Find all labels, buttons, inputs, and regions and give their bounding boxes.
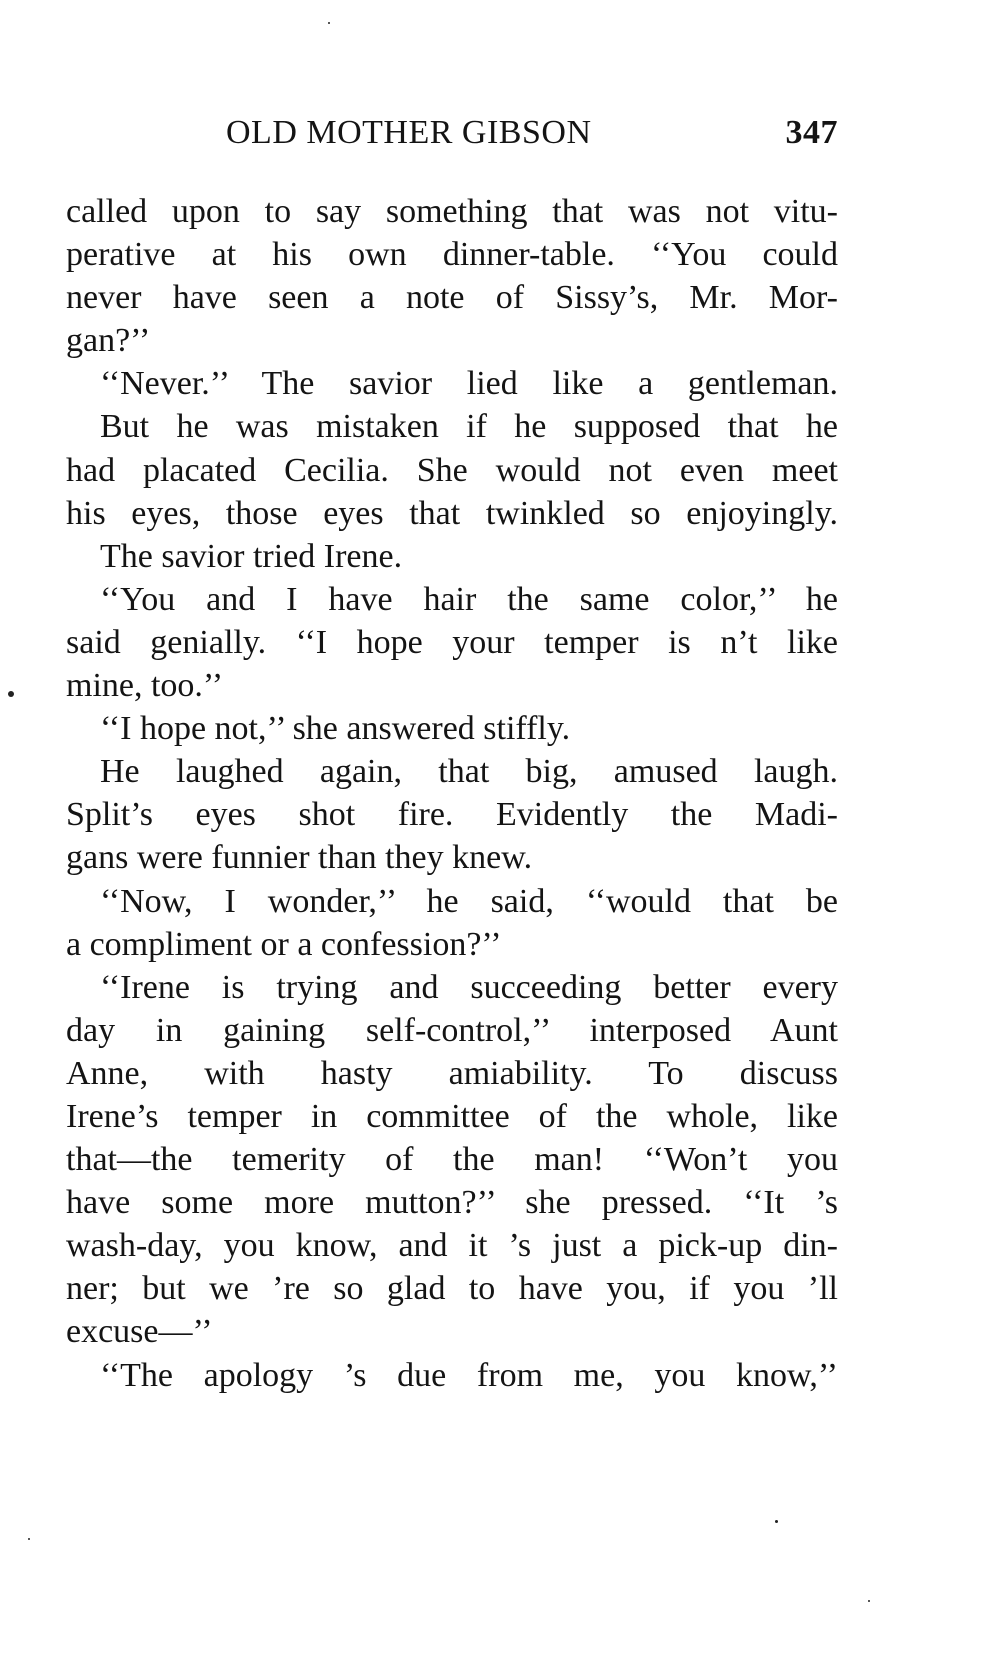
page-number: 347 bbox=[785, 114, 838, 151]
text-line: called upon to say something that was not vitu- bbox=[66, 193, 838, 230]
text-line: that—the temerity of the man! ‘‘Won’t you bbox=[66, 1141, 838, 1179]
scan-speck bbox=[328, 22, 330, 24]
text-line: excuse—’’ bbox=[66, 1313, 213, 1351]
text-line: never have seen a note of Sissy’s, Mr. Mor- bbox=[66, 279, 838, 317]
text-line: ‘‘Irene is trying and succeeding better every bbox=[100, 968, 838, 1006]
text-line: gan?’’ bbox=[66, 322, 151, 360]
running-title: OLD MOTHER GIBSON bbox=[226, 114, 592, 151]
text-line: mine, too.’’ bbox=[66, 667, 224, 705]
text-line: Split’s eyes shot fire. Evidently the Madi- bbox=[66, 796, 838, 834]
scan-speck bbox=[775, 1520, 778, 1523]
text-line: ‘‘Never.’’ The savior lied like a gentleman. bbox=[100, 365, 838, 403]
text-line: Irene’s temper in committee of the whole, like bbox=[66, 1097, 838, 1135]
text-line: said genially. ‘‘I hope your temper is n’t like bbox=[66, 623, 838, 661]
text-line: ‘‘I hope not,’’ she answered stiffly. bbox=[100, 710, 571, 748]
scan-speck bbox=[28, 1538, 30, 1540]
text-line: ner; but we ’re so glad to have you, if you ’ll bbox=[66, 1270, 838, 1308]
text-line: a compliment or a confession?’’ bbox=[66, 925, 502, 963]
text-line: wash-day, you know, and it ’s just a pick-up din- bbox=[66, 1227, 838, 1265]
text-line: ‘‘Now, I wonder,’’ he said, ‘‘would that be bbox=[100, 882, 838, 920]
text-line: The savior tried Irene. bbox=[100, 537, 403, 575]
text-line: day in gaining self-control,’’ interposed Aunt bbox=[66, 1011, 838, 1049]
running-head bbox=[66, 108, 838, 158]
scan-speck bbox=[8, 691, 14, 697]
scan-speck bbox=[868, 1600, 870, 1602]
text-line: ‘‘You and I have hair the same color,’’ he bbox=[100, 580, 838, 618]
text-line: have some more mutton?’’ she pressed. ‘‘It ’s bbox=[66, 1184, 838, 1222]
text-line: He laughed again, that big, amused laugh. bbox=[100, 753, 838, 791]
body-text bbox=[66, 190, 838, 1397]
text-line: gans were funnier than they knew. bbox=[66, 839, 533, 877]
text-line: Anne, with hasty amiability. To discuss bbox=[66, 1054, 838, 1092]
text-line: But he was mistaken if he supposed that he bbox=[100, 408, 838, 446]
text-line: his eyes, those eyes that twinkled so enjoyingly. bbox=[66, 494, 838, 532]
text-line: ‘‘The apology ’s due from me, you know,’’ bbox=[100, 1356, 838, 1394]
text-line: perative at his own dinner-table. ‘‘You could bbox=[66, 236, 838, 274]
text-line: had placated Cecilia. She would not even meet bbox=[66, 451, 838, 489]
